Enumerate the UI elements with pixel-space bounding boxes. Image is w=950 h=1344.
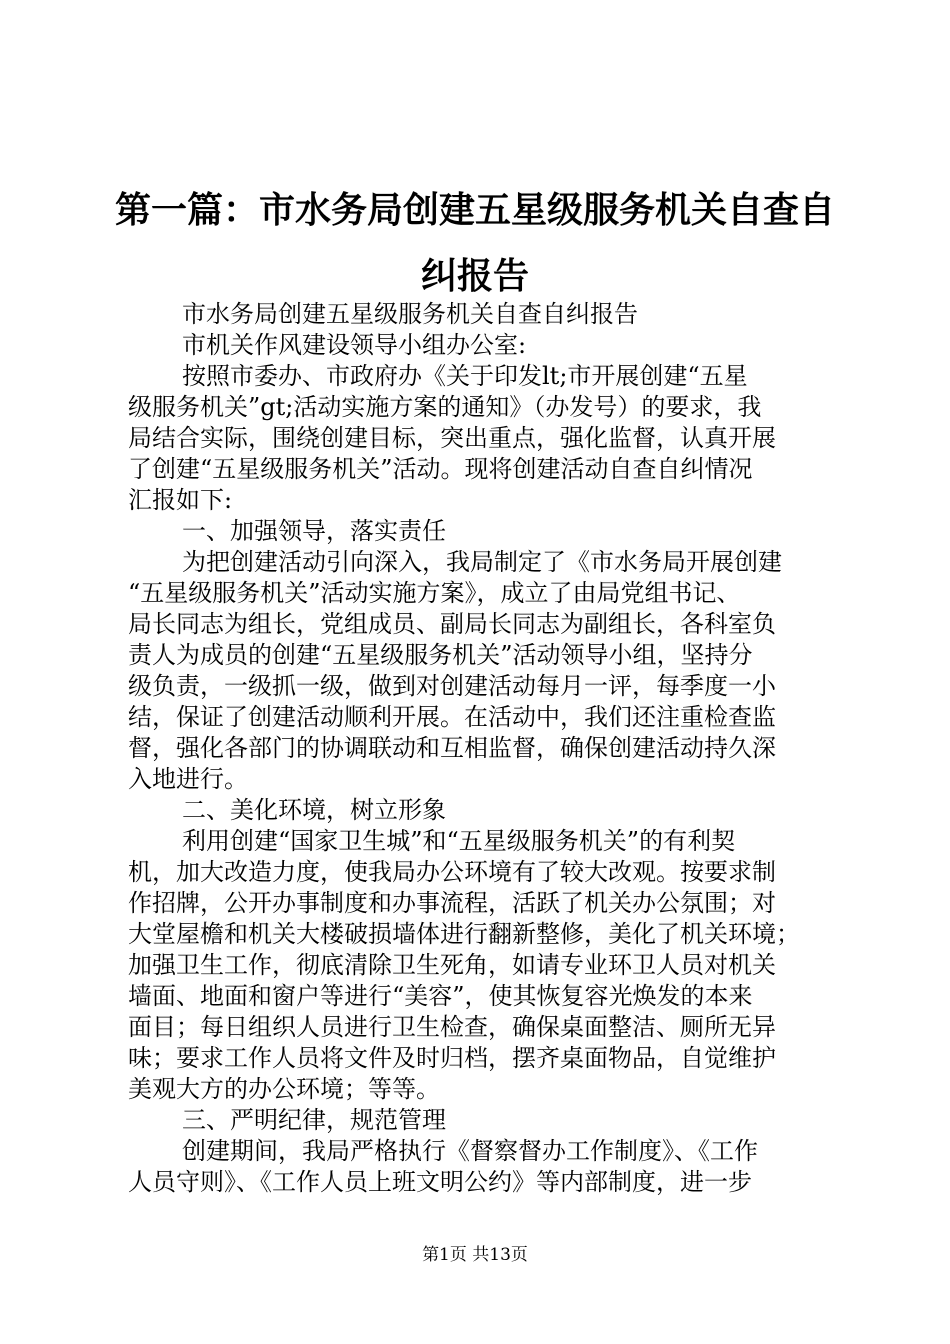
document-body xyxy=(128,299,832,1198)
paragraph-line: 督，强化各部门的协调联动和互相监督，确保创建活动持久深 xyxy=(128,734,776,762)
paragraph-line: 利用创建“国家卫生城”和“五星级服务机关”的有利契 xyxy=(182,827,736,855)
paragraph-line: 局长同志为组长，党组成员、副局长同志为副组长，各科室负 xyxy=(128,610,776,638)
paragraph-line: 为把创建活动引向深入，我局制定了《市水务局开展创建 xyxy=(182,548,782,576)
title-line: 纠报告 xyxy=(420,256,529,297)
paragraph-line: 加强卫生工作，彻底清除卫生死角，如请专业环卫人员对机关 xyxy=(128,951,776,979)
paragraph-line: 美观大方的办公环境；等等。 xyxy=(128,1075,440,1103)
paragraph-line: 局结合实际，围绕创建目标，突出重点，强化监督，认真开展 xyxy=(128,424,776,452)
page-footer: 第1页 共13页 xyxy=(422,1245,528,1265)
section-heading: 二、美化环境，树立形象 xyxy=(182,796,446,824)
title-line: 第一篇：市水务局创建五星级服务机关自查自 xyxy=(114,190,835,231)
paragraph-line: 了创建“五星级服务机关”活动。现将创建活动自查自纠情况 xyxy=(128,455,753,483)
paragraph-line: 汇报如下: xyxy=(128,486,233,514)
subtitle-line: 市水务局创建五星级服务机关自查自纠报告 xyxy=(182,300,638,328)
paragraph-line: 味；要求工作人员将文件及时归档，摆齐桌面物品，自觉维护 xyxy=(128,1044,776,1072)
paragraph-line: 结，保证了创建活动顺利开展。在活动中，我们还注重检查监 xyxy=(128,703,776,731)
paragraph-line: “五星级服务机关”活动实施方案》，成立了由局党组书记、 xyxy=(128,579,741,607)
paragraph-line: 创建期间，我局严格执行《督察督办工作制度》、《工作 xyxy=(182,1137,758,1165)
paragraph-line: 面目；每日组织人员进行卫生检查，确保桌面整洁、厕所无异 xyxy=(128,1013,776,1041)
paragraph-line: 责人为成员的创建“五星级服务机关”活动领导小组，坚持分 xyxy=(128,641,753,669)
paragraph-line: 墙面、地面和窗户等进行“美容”，使其恢复容光焕发的本来 xyxy=(128,982,753,1010)
addressee-line: 市机关作风建设领导小组办公室: xyxy=(182,331,527,359)
paragraph-line: 大堂屋檐和机关大楼破损墙体进行翻新整修，美化了机关环境； xyxy=(128,920,800,948)
paragraph-line: 按照市委办、市政府办《关于印发lt;市开展创建“五星 xyxy=(182,362,748,390)
paragraph-line: 级服务机关”gt;活动实施方案的通知》（办发号）的要求，我 xyxy=(128,393,762,421)
paragraph-line: 入地进行。 xyxy=(128,765,248,793)
paragraph-line: 机，加大改造力度，使我局办公环境有了较大改观。按要求制 xyxy=(128,858,776,886)
section-heading: 三、严明纪律，规范管理 xyxy=(182,1106,446,1134)
document-title xyxy=(110,178,840,310)
paragraph-line: 级负责，一级抓一级，做到对创建活动每月一评，每季度一小 xyxy=(128,672,776,700)
paragraph-line: 人员守则》、《工作人员上班文明公约》等内部制度，进一步 xyxy=(128,1168,752,1196)
section-heading: 一、加强领导，落实责任 xyxy=(182,517,446,545)
paragraph-line: 作招牌，公开办事制度和办事流程，活跃了机关办公氛围；对 xyxy=(128,889,776,917)
